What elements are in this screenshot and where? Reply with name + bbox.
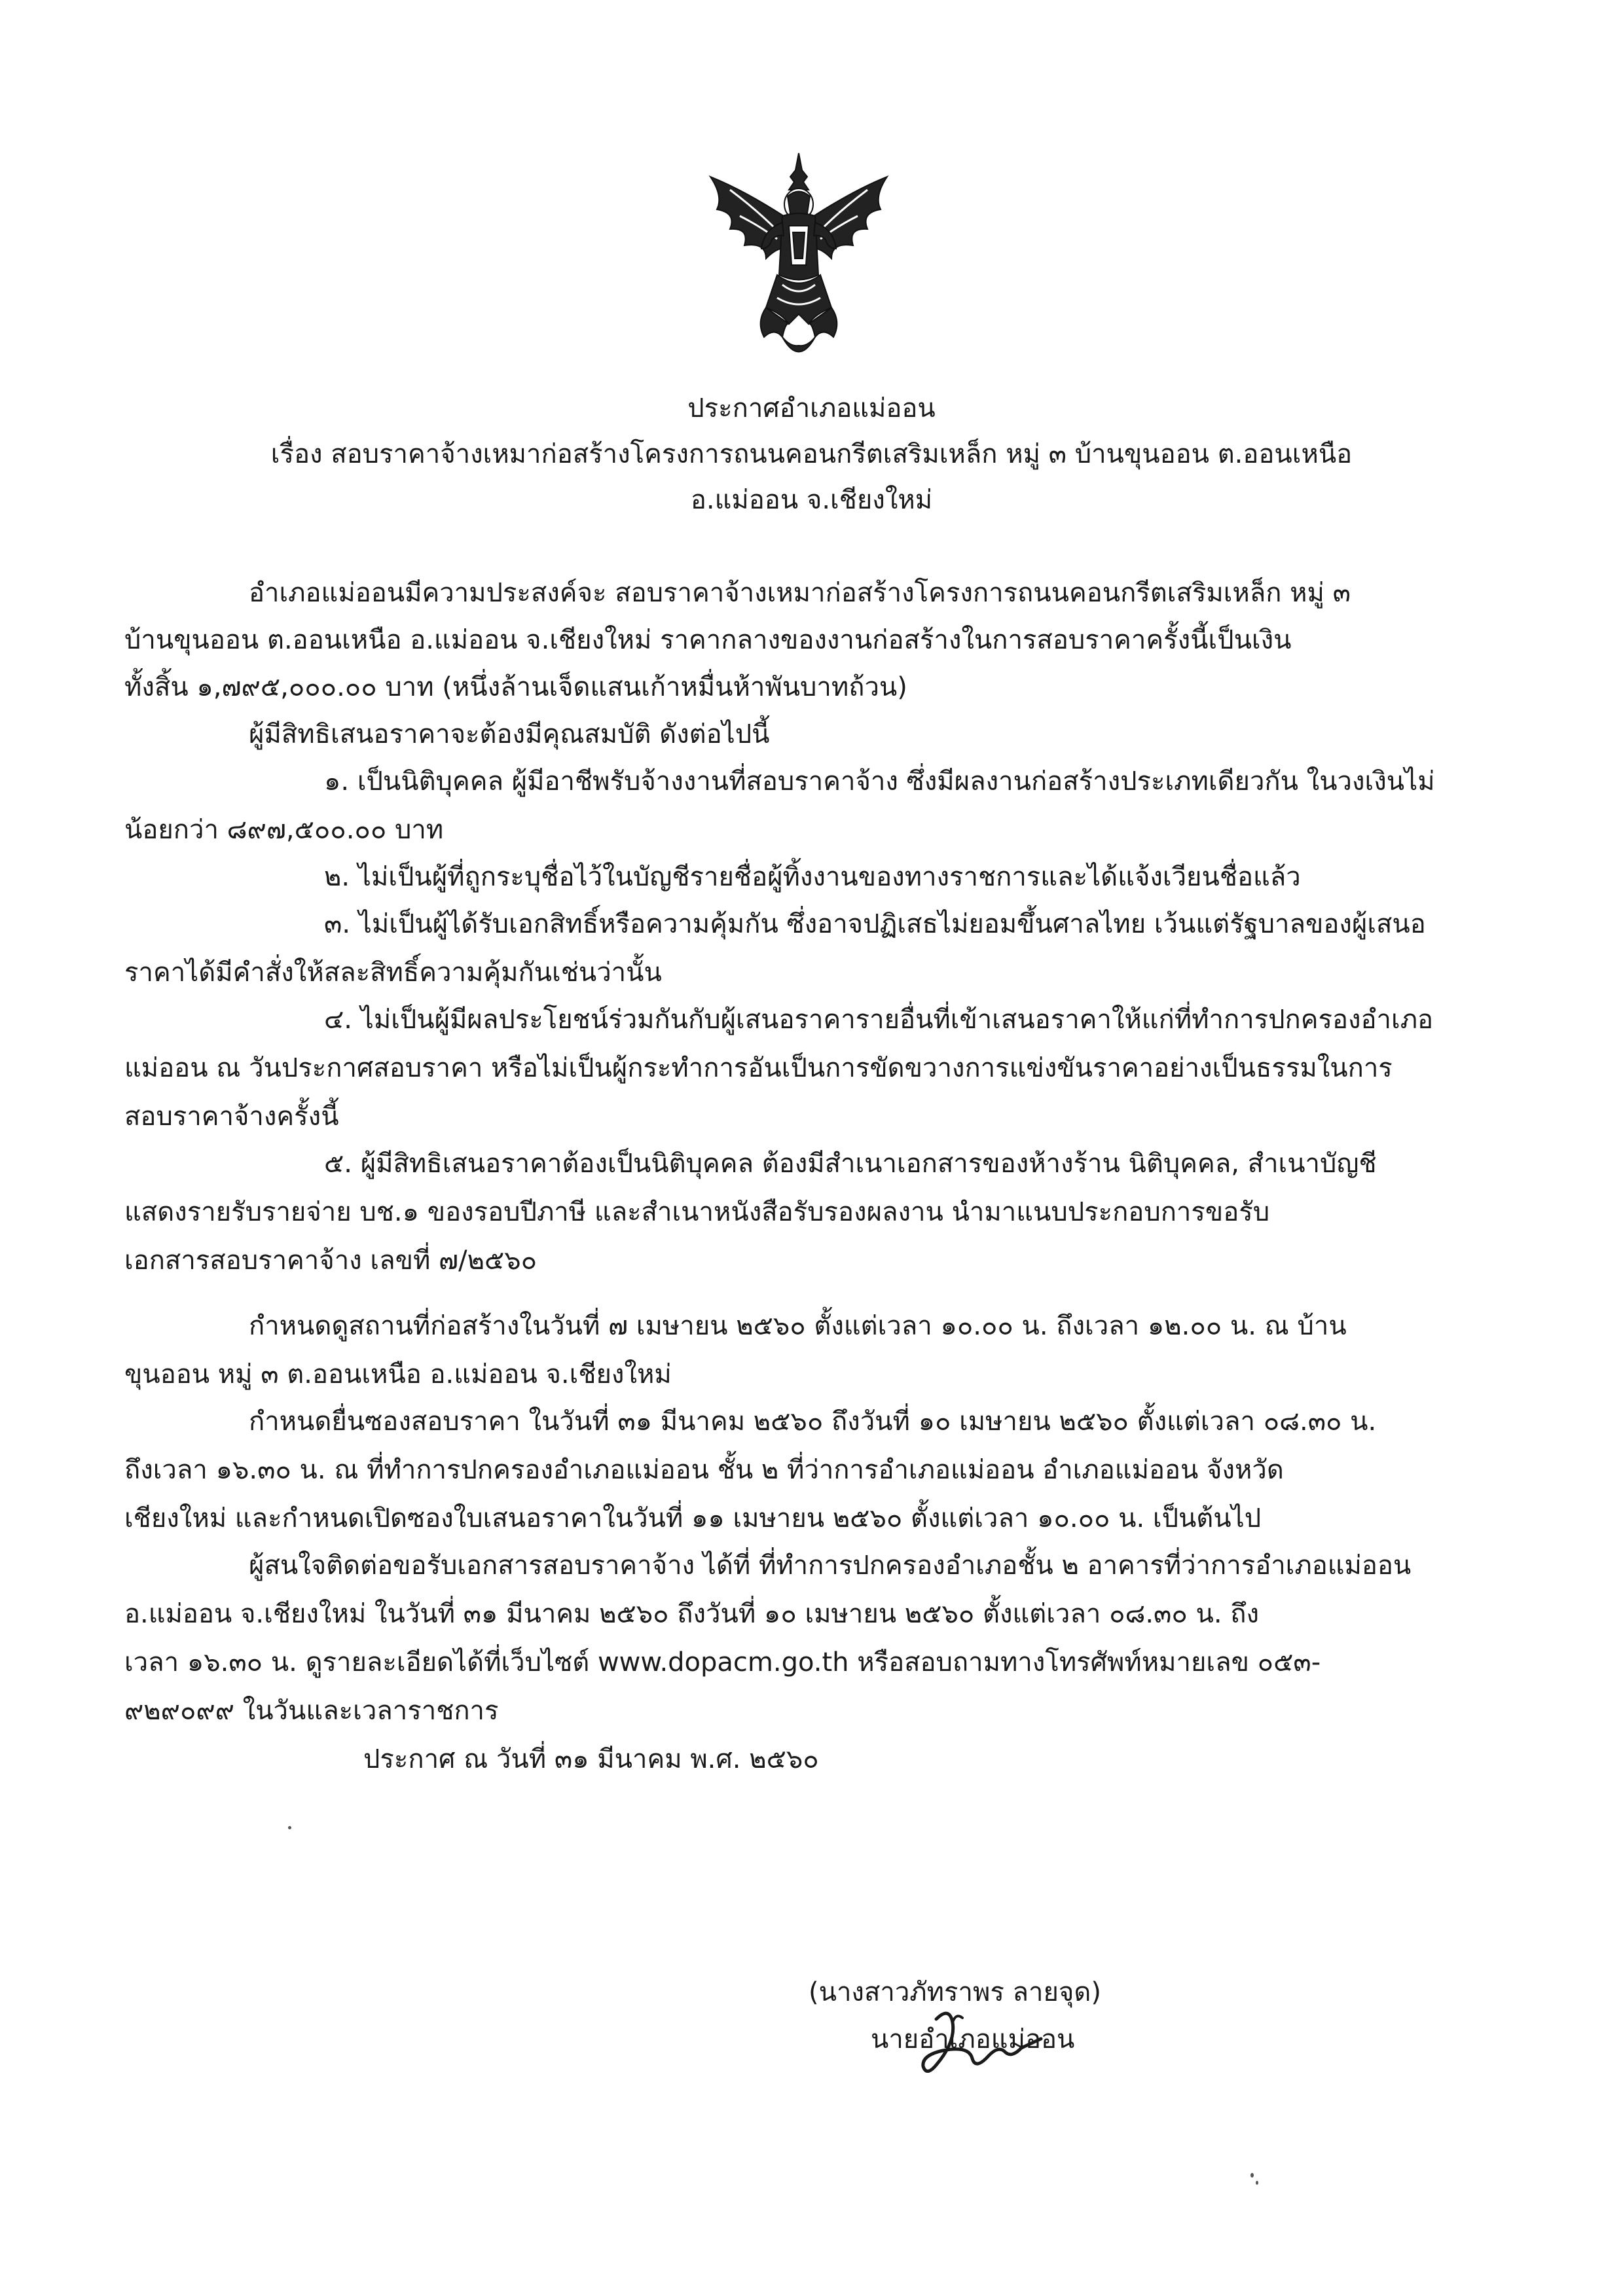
submission-line-3: เชียงใหม่ และกำหนดเปิดซองใบเสนอราคาในวันที่ ๑๑ เมษายน ๒๕๖๐ ตั้งแต่เวลา ๑๐.๐๐ น. เป็นต้นไป [124,1503,1262,1534]
scan-speck [288,1826,291,1829]
qualification-1-line-1: ๑. เป็นนิติบุคคล ผู้มีอาชีพรับจ้างงานที่สอบราคาจ้าง ซึ่งมีผลงานก่อสร้างประเภทเดียวกัน ในวงเงินไม่ [324,766,1435,797]
qualification-5-line-1: ๕. ผู้มีสิทธิเสนอราคาต้องเป็นนิติบุคคล ต้องมีสำเนาเอกสารของห้างร้าน นิติบุคคล, สำเนาบัญชี [324,1149,1377,1179]
qualification-5-line-3: เอกสารสอบราคาจ้าง เลขที่ ๗/๒๕๖๐ [124,1246,538,1276]
qualification-4-line-2: แม่ออน ณ วันประกาศสอบราคา หรือไม่เป็นผู้กระทำการอันเป็นการขัดขวางการแข่งขันราคาอย่างเป็นธรรมในการ [124,1053,1393,1083]
site-visit-line-1: กำหนดดูสถานที่ก่อสร้างในวันที่ ๗ เมษายน ๒๕๖๐ ตั้งแต่เวลา ๑๐.๐๐ น. ถึงเวลา ๑๒.๐๐ น. ณ บ้าน [249,1311,1347,1341]
announcement-date: ประกาศ ณ วันที่ ๓๑ มีนาคม พ.ศ. ๒๕๖๐ [363,1744,819,1774]
scan-speck [1256,2181,1258,2185]
intro-line-1: อำเภอแม่ออนมีความประสงค์จะ สอบราคาจ้างเหมาก่อสร้างโครงการถนนคอนกรีตเสริมเหล็ก หมู่ ๓ [249,578,1351,608]
contact-line-1: ผู้สนใจติดต่อขอรับเอกสารสอบราคาจ้าง ได้ที่ ที่ทำการปกครองอำเภอชั้น ๒ อาคารที่ว่าการอำเภอแม่ออน [249,1551,1412,1581]
qualification-1-line-2: น้อยกว่า ๘๙๗,๕๐๐.๐๐ บาท [124,815,444,845]
site-visit-line-2: ขุนออน หมู่ ๓ ต.ออนเหนือ อ.แม่ออน จ.เชียงใหม่ [124,1359,672,1390]
intro-line-3: ทั้งสิ้น ๑,๗๙๕,๐๐๐.๐๐ บาท (หนึ่งล้านเจ็ดแสนเก้าหมื่นห้าพันบาทถ้วน) [124,672,907,702]
contact-line-3: เวลา ๑๖.๓๐ น. ดูรายละเอียดได้ที่เว็บไซต์ www.dopacm.go.th หรือสอบถามทางโทรศัพท์หมายเลข ๐๕๓- [124,1647,1321,1677]
intro-line-2: บ้านขุนออน ต.ออนเหนือ อ.แม่ออน จ.เชียงใหม่ ราคากลางของงานก่อสร้างในการสอบราคาครั้งนี้เป็นเงิน [124,625,1292,655]
announcement-title: ประกาศอำเภอแม่ออน [687,393,936,423]
contact-line-2: อ.แม่ออน จ.เชียงใหม่ ในวันที่ ๓๑ มีนาคม ๒๕๖๐ ถึงวันที่ ๑๐ เมษายน ๒๕๖๐ ตั้งแต่เวลา ๐๘.๓๐ น. ถึง [124,1599,1260,1629]
contact-line-4: ๙๒๙๐๙๙ ในวันและเวลาราชการ [124,1696,499,1726]
subject-line-2: อ.แม่ออน จ.เชียงใหม่ [690,485,933,515]
qualification-2: ๒. ไม่เป็นผู้ที่ถูกระบุชื่อไว้ในบัญชีรายชื่อผู้ทิ้งงานของทางราชการและได้แจ้งเวียนชื่อแล้ว [324,862,1301,892]
scan-speck [1250,2173,1254,2178]
signatory-position: นายอำเภอแม่ออน [871,2024,1075,2054]
qualification-5-line-2: แสดงรายรับรายจ่าย บช.๑ ของรอบปีภาษี และสำเนาหนังสือรับรองผลงาน นำมาแนบประกอบการขอรับ [124,1197,1270,1227]
qualification-3-line-1: ๓. ไม่เป็นผู้ได้รับเอกสิทธิ์หรือความคุ้มกัน ซึ่งอาจปฏิเสธไม่ยอมขึ้นศาลไทย เว้นแต่รัฐบาลของผู้เสนอ [324,909,1426,939]
signatory-name: (นางสาวภัทราพร ลายจุด) [809,1977,1101,2007]
qualifications-intro: ผู้มีสิทธิเสนอราคาจะต้องมีคุณสมบัติ ดังต่อไปนี้ [249,719,770,749]
submission-line-1: กำหนดยื่นซองสอบราคา ในวันที่ ๓๑ มีนาคม ๒๕๖๐ ถึงวันที่ ๑๐ เมษายน ๒๕๖๐ ตั้งแต่เวลา ๐๘.๓๐ น. [249,1407,1377,1437]
qualification-3-line-2: ราคาได้มีคำสั่งให้สละสิทธิ์ความคุ้มกันเช่นว่านั้น [124,958,662,988]
qualification-4-line-1: ๔. ไม่เป็นผู้มีผลประโยชน์ร่วมกันกับผู้เสนอราคารายอื่นที่เข้าเสนอราคาให้แก่ที่ทำการปกครองอำเภอ [324,1005,1434,1035]
garuda-emblem-icon [704,151,894,367]
qualification-4-line-3: สอบราคาจ้างครั้งนี้ [124,1102,339,1132]
subject-line-1: เรื่อง สอบราคาจ้างเหมาก่อสร้างโครงการถนนคอนกรีตเสริมเหล็ก หมู่ ๓ บ้านขุนออน ต.ออนเหนือ [270,439,1353,469]
submission-line-2: ถึงเวลา ๑๖.๓๐ น. ณ ที่ทำการปกครองอำเภอแม่ออน ชั้น ๒ ที่ว่าการอำเภอแม่ออน อำเภอแม่ออน จังหวัด [124,1455,1284,1485]
